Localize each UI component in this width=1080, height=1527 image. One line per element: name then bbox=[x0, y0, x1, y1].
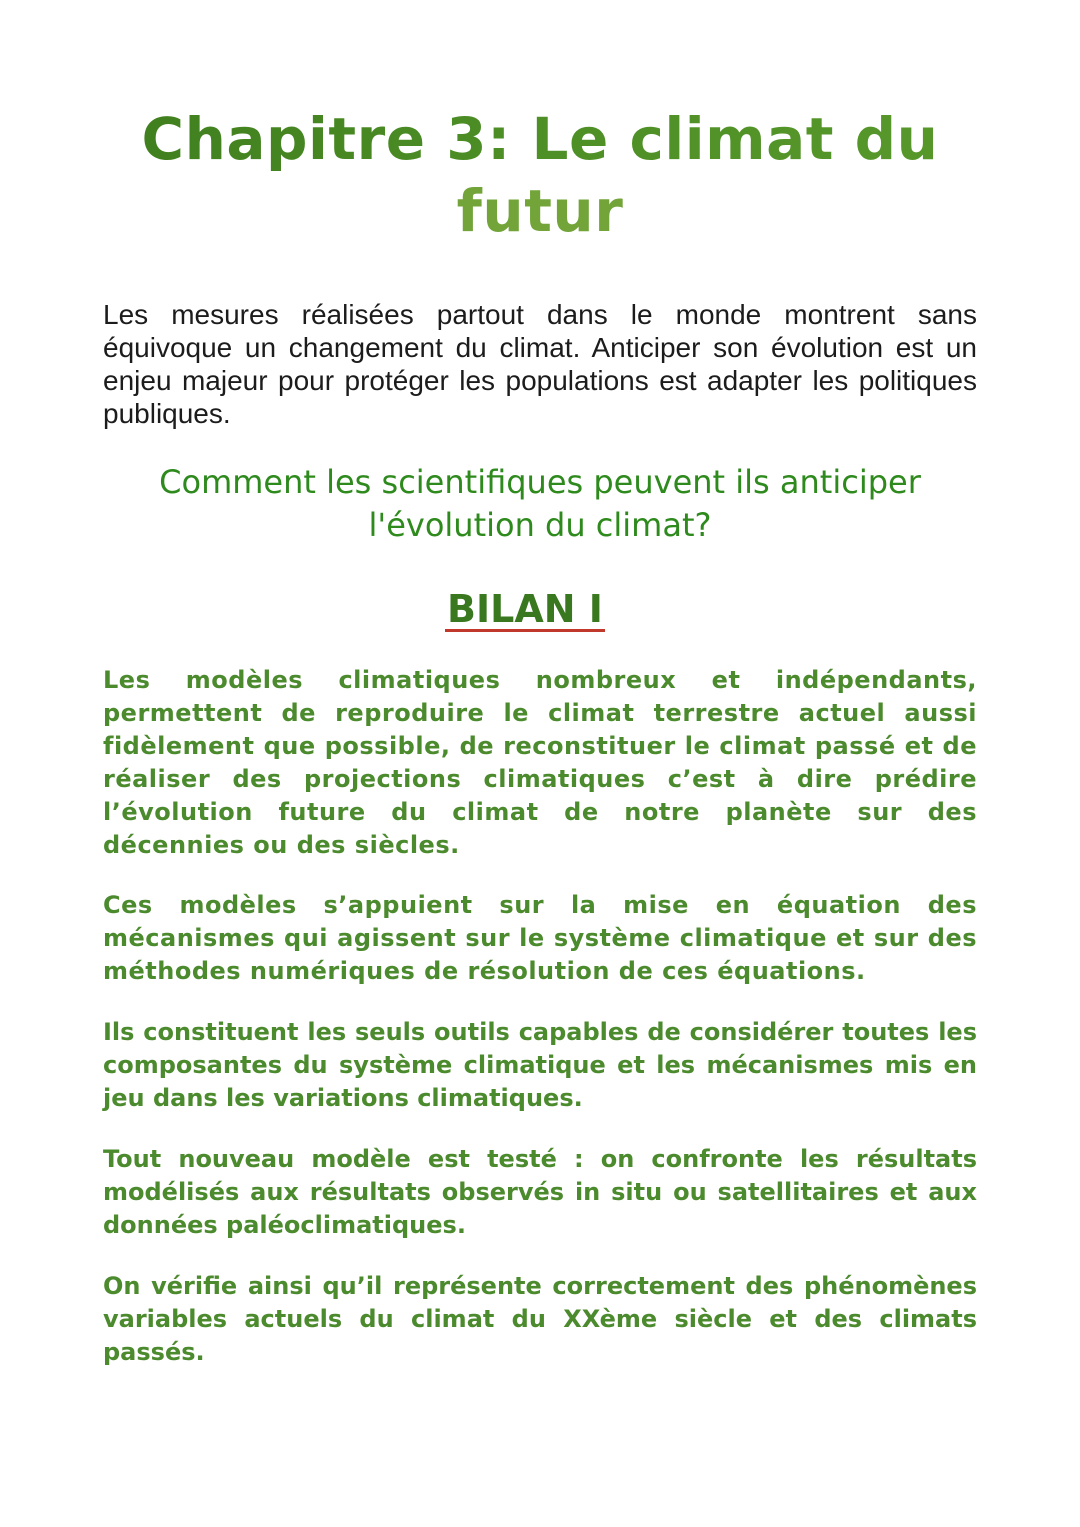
bilan-paragraph-2: Ces modèles s’appuient sur la mise en équation des mécanismes qui agissent sur le système climatique et sur des méthodes numériques de résolution de ces équations. bbox=[103, 891, 977, 985]
chapter-title-line-2: futur bbox=[456, 177, 624, 245]
bilan-paragraph-5: On vérifie ainsi qu’il représente correctement des phénomènes variables actuels du climat du XXème siècle et des climats passés. bbox=[103, 1272, 977, 1366]
bilan-heading bbox=[0, 585, 1050, 633]
question-line-1: Comment les scientifiques peuvent ils anticiper bbox=[159, 463, 921, 501]
bilan-paragraph-4: Tout nouveau modèle est testé : on confronte les résultats modélisés aux résultats observés in situ ou satellitaires et aux données paléoclimatiques. bbox=[103, 1145, 977, 1239]
question-line-2: l'évolution du climat? bbox=[368, 506, 712, 544]
bilan-paragraph-1: Les modèles climatiques nombreux et indépendants, permettent de reproduire le climat terrestre actuel aussi fidèlement que possible, de reconstituer le climat passé et de réaliser des projections climatiques c’est à dire prédire l’évolution future du climat de notre planète sur des décennies ou des siècles. bbox=[103, 666, 977, 859]
chapter-title-line-1: Chapitre 3: Le climat du bbox=[0, 104, 1080, 174]
bilan-heading-text: BILAN I bbox=[447, 587, 603, 631]
bilan-paragraph-3: Ils constituent les seuls outils capables de considérer toutes les composantes du système climatique et les mécanismes mis en jeu dans les variations climatiques. bbox=[103, 1018, 977, 1112]
guiding-question bbox=[0, 461, 1080, 547]
intro-paragraph: Les mesures réalisées partout dans le monde montrent sans équivoque un changement du climat. Anticiper son évolution est un enjeu majeur pour protéger les populations est adapter les politiques publiques. bbox=[103, 299, 977, 429]
